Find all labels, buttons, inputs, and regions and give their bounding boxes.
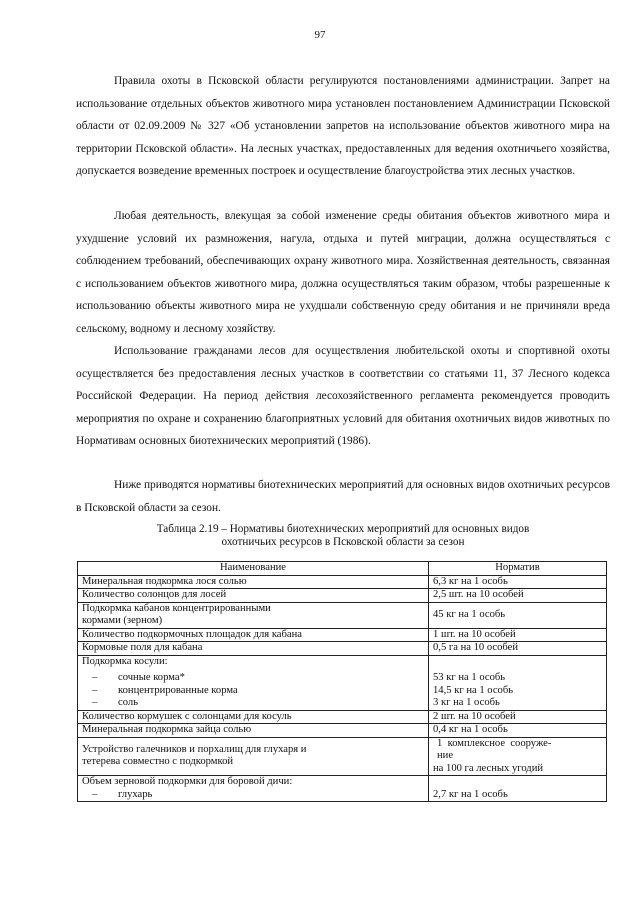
cell-name: Количество кормушек с солонцами для косуль	[78, 710, 429, 724]
header-norm: Норматив	[429, 562, 607, 576]
dash-mark: –	[92, 697, 98, 708]
table-row	[78, 589, 607, 603]
table-caption	[76, 523, 610, 549]
cell-norm: 0,4 кг на 1 особь	[429, 724, 607, 738]
cell-norm-line: 3 кг на 1 особь	[433, 697, 500, 708]
table-caption-line-1: Таблица 2.19 – Нормативы биотехнических мероприятий для основных видов	[156, 523, 530, 535]
table-row	[78, 710, 607, 724]
sub-item	[82, 685, 424, 698]
cell-name	[78, 655, 429, 710]
cell-norm: 1 шт. на 10 особей	[429, 628, 607, 642]
paragraph-hunting-rules: Правила охоты в Псковской области регулируются постановлениями администрации. Запрет на использование отдельных объектов животного мира установлен постановлением Администрации Псковской области от 02.09.2009 № 327 «Об установлении запретов на использование объектов животного мира на территории Псковской области». На лесных участках, предоставленных для ведения охотничьего хозяйства, допускается возведение временных построек и осуществление благоустройства этих лесных участков.	[76, 75, 610, 178]
sub-item	[82, 697, 424, 710]
cell-norm: 2 шт. на 10 особей	[429, 710, 607, 724]
table-row	[78, 642, 607, 656]
sub-item	[82, 672, 424, 685]
table-header-row	[78, 562, 607, 576]
paragraph-habitat-protection: Любая деятельность, влекущая за собой изменение среды обитания объектов животного мира и ухудшение условий их размножения, нагула, отдыха и путей миграции, должна осуществляться с соблюдением требований, обеспечивающих охрану животного мира. Хозяйственная деятельность, связанная с использованием объектов животного мира, должна осуществляться таким образом, чтобы разрешенные к использованию объекты животного мира не ухудшали собственную среду обитания и не причиняли вреда сельскому, водному и лесному хозяйству.	[76, 210, 610, 335]
cell-name	[78, 776, 429, 802]
norms-table	[77, 561, 607, 802]
cell-name	[78, 737, 429, 776]
table-row	[78, 776, 607, 802]
table-row	[78, 724, 607, 738]
table-row	[78, 737, 607, 776]
dash-mark: –	[92, 684, 98, 696]
sub-item	[82, 789, 424, 802]
cell-norm-line: ние	[437, 750, 454, 761]
page-number: 97	[314, 29, 326, 41]
cell-name-line: тетерева совместно с подкормкой	[82, 756, 234, 768]
sub-item-label: глухарь	[118, 788, 153, 800]
sub-item-label: концентрированные корма	[118, 684, 238, 696]
cell-norm-line: 2,7 кг на 1 особь	[433, 788, 508, 800]
cell-norm	[429, 737, 607, 776]
cell-norm: 0,5 га на 10 особей	[429, 642, 607, 656]
cell-name: Минеральная подкормка зайца солью	[78, 724, 429, 738]
table-caption-line-2: охотничьих ресурсов в Псковской области за сезон	[221, 536, 465, 548]
cell-norm	[429, 655, 607, 710]
table-row	[78, 602, 607, 628]
cell-name-line: кормами (зерном)	[82, 615, 163, 626]
cell-name: Количество солонцов для лосей	[78, 589, 429, 603]
table-row	[78, 575, 607, 589]
cell-name: Кормовые поля для кабана	[78, 642, 429, 656]
cell-name: Количество подкормочных площадок для кабана	[78, 628, 429, 642]
cell-norm-line: 14,5 кг на 1 особь	[433, 684, 514, 696]
table-row	[78, 628, 607, 642]
cell-name-line: Устройство галечников и порхалищ для глухаря и	[82, 743, 307, 755]
cell-norm: 6,3 кг на 1 особь	[429, 575, 607, 589]
cell-name-line: Подкормка кабанов концентрированными	[82, 602, 271, 614]
cell-norm-line: 1 комплексное сооруже-	[437, 737, 552, 749]
cell-name-line: Подкормка косули:	[82, 655, 168, 667]
cell-name: Минеральная подкормка лося солью	[78, 575, 429, 589]
dash-mark: –	[92, 672, 98, 683]
cell-norm: 2,5 шт. на 10 особей	[429, 589, 607, 603]
header-name: Наименование	[78, 562, 429, 576]
cell-name-line: Объем зерновой подкормки для боровой дичи:	[82, 776, 293, 787]
cell-name	[78, 602, 429, 628]
sub-item-label: соль	[118, 697, 138, 708]
dash-mark: –	[92, 788, 98, 800]
paragraph-table-intro: Ниже приводятся нормативы биотехнических мероприятий для основных видов охотничьих ресурсов в Псковской области за сезон.	[76, 479, 610, 514]
table-row	[78, 655, 607, 710]
cell-norm-line: на 100 га лесных угодий	[433, 762, 544, 774]
cell-norm	[429, 776, 607, 802]
paragraph-forest-use: Использование гражданами лесов для осуществления любительской охоты и спортивной охоты осуществляется без предоставления лесных участков в соответствии со статьями 11, 37 Лесного кодекса Российской Федерации. На период действия лесохозяйственного регламента рекомендуется проводить мероприятия по охране и сохранению благоприятных условий для обитания охотничьих видов животных по Нормативам основных биотехнических мероприятий (1986).	[76, 345, 610, 448]
sub-item-label: сочные корма*	[118, 672, 185, 683]
cell-norm-line: 53 кг на 1 особь	[433, 672, 506, 683]
cell-norm: 45 кг на 1 особь	[429, 602, 607, 628]
